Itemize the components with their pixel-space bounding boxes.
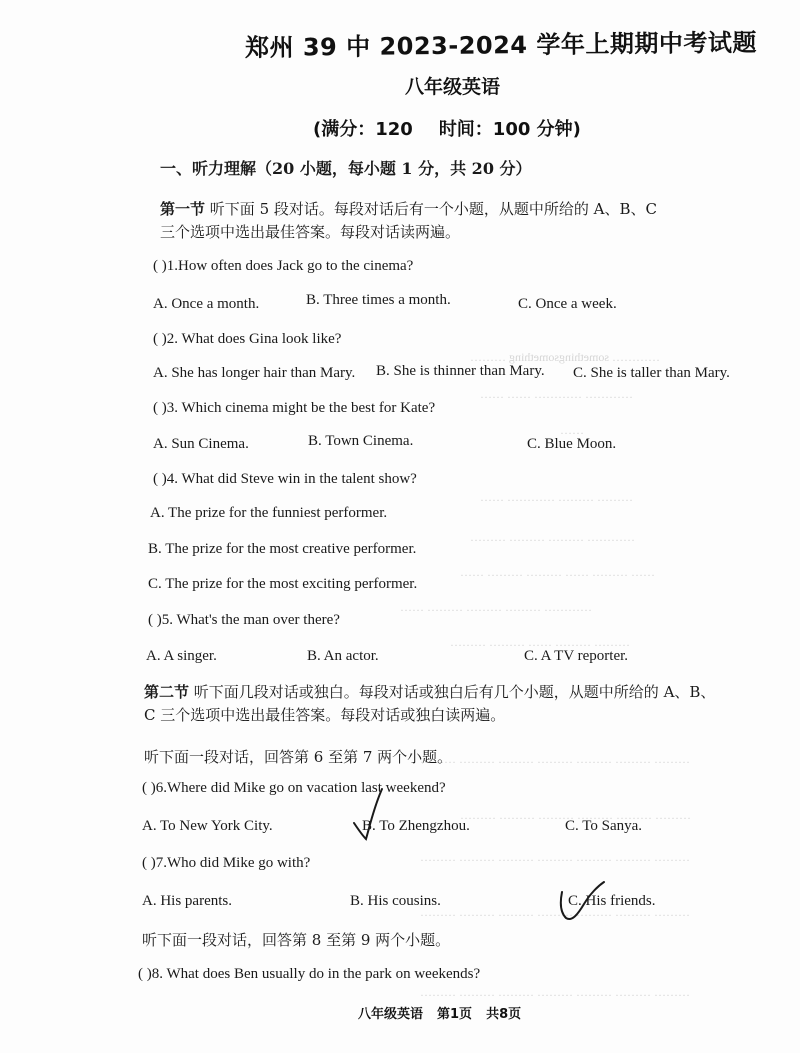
bleed-through-text: ……	[560, 423, 584, 437]
option-a: A. Sun Cinema.	[153, 436, 249, 452]
part-one-instruction-line1: 听下面 5 段对话。每段对话后有一个小题，从题中所给的 A、B、C	[209, 200, 657, 218]
option-c: C. Once a week.	[518, 296, 617, 312]
part-two-instruction	[144, 681, 715, 727]
handwritten-checkmark-icon	[556, 878, 616, 928]
exam-meta	[313, 115, 607, 141]
option-a: A. A singer.	[146, 648, 217, 664]
question-stem: ( )7.Who did Mike go with?	[142, 855, 311, 871]
option-c: C. She is taller than Mary.	[573, 365, 730, 381]
part-one-instruction-line2: 三个选项中选出最佳答案。每段对话读两遍。	[160, 223, 461, 241]
question-stem: ( )5. What's the man over there?	[148, 612, 340, 628]
dialog-instruction-8-9: 听下面一段对话，回答第 8 至第 9 两个小题。	[142, 931, 451, 949]
footer-page: 第1页	[437, 1007, 473, 1022]
option-b: B. Three times a month.	[306, 292, 451, 308]
time-limit: 时间：100 分钟)	[438, 119, 581, 140]
option-c: C. His friends.	[568, 893, 656, 909]
footer-subject: 八年级英语	[358, 1007, 424, 1022]
bleed-through-text: ……… ……… ………… ……	[480, 490, 633, 504]
option-c: C. The prize for the most exciting performer.	[148, 576, 418, 592]
exam-subtitle: 八年级英语	[405, 76, 501, 98]
question-stem: ( )6.Where did Mike go on vacation last weekend?	[142, 780, 446, 796]
bleed-through-text: ………… ………… …… ……	[480, 387, 633, 401]
question-stem: ( )1.How often does Jack go to the cinema?	[153, 258, 414, 274]
bleed-through-text: ……… ……… …… ……… ………	[450, 635, 630, 649]
bleed-through-text: …… ……… …… ……… ……… ……	[460, 565, 655, 579]
option-b: B. His cousins.	[350, 893, 441, 909]
option-b: B. Town Cinema.	[308, 433, 414, 449]
question-stem: ( )2. What does Gina look like?	[153, 331, 342, 347]
full-score: (满分：120	[313, 119, 413, 140]
section-title: 一、听力理解（20 小题，每小题 1 分，共 20 分）	[160, 159, 532, 178]
option-b: B. To Zhengzhou.	[362, 818, 470, 834]
dialog-instruction-6-7: 听下面一段对话，回答第 6 至第 7 两个小题。	[144, 748, 453, 766]
bleed-through-text: ………… ……… ……… ……… ……	[400, 600, 592, 614]
bleed-through-text: ………… somethingsomething ………	[470, 350, 660, 364]
exam-title: 郑州 39 中 2023-2024 学年上期期中考试题	[244, 28, 758, 62]
option-b: B. An actor.	[307, 648, 379, 664]
question-stem: ( )8. What does Ben usually do in the park on weekends?	[138, 966, 481, 982]
option-a: A. She has longer hair than Mary.	[153, 365, 356, 381]
bleed-through-text: ……… ……… ……… ……… ……… ……… ………	[420, 850, 690, 864]
option-c: C. Blue Moon.	[527, 436, 617, 452]
option-c: C. A TV reporter.	[524, 648, 629, 664]
part-one-label: 第一节	[160, 200, 206, 218]
bleed-through-text: ………… ……… ……… ………	[470, 530, 635, 544]
option-a: A. To New York City.	[142, 818, 273, 834]
part-two-instruction-line2: C 三个选项中选出最佳答案。每段对话或独白读两遍。	[144, 706, 506, 724]
page-footer	[358, 1003, 535, 1022]
bleed-through-text: ……… ……… ……… ……… ……… ……… ………	[420, 752, 690, 766]
option-a: A. His parents.	[142, 893, 232, 909]
question-stem: ( )3. Which cinema might be the best for Kate?	[153, 400, 436, 416]
part-one-instruction	[160, 198, 657, 244]
option-a: A. The prize for the funniest performer.	[150, 505, 388, 521]
option-a: A. Once a month.	[153, 296, 260, 312]
option-c: C. To Sanya.	[565, 818, 643, 834]
bleed-through-text: ……… ……… ……… ……… ……… ………	[460, 808, 691, 822]
question-stem: ( )4. What did Steve win in the talent show?	[153, 471, 417, 487]
bleed-through-text: ……… ……… ……… ……… ……… ……… ………	[420, 985, 690, 999]
part-two-label: 第二节	[144, 683, 190, 701]
handwritten-checkmark-icon	[350, 785, 410, 845]
footer-total: 共8页	[486, 1007, 522, 1022]
part-two-instruction-line1: 听下面几段对话或独白。每段对话或独白后有几个小题，从题中所给的 A、B、	[193, 683, 716, 701]
bleed-through-text: ……… ……… ……… ……… ……… ……… ………	[420, 905, 690, 919]
option-b: B. She is thinner than Mary.	[376, 363, 545, 379]
option-b: B. The prize for the most creative performer.	[148, 541, 417, 557]
